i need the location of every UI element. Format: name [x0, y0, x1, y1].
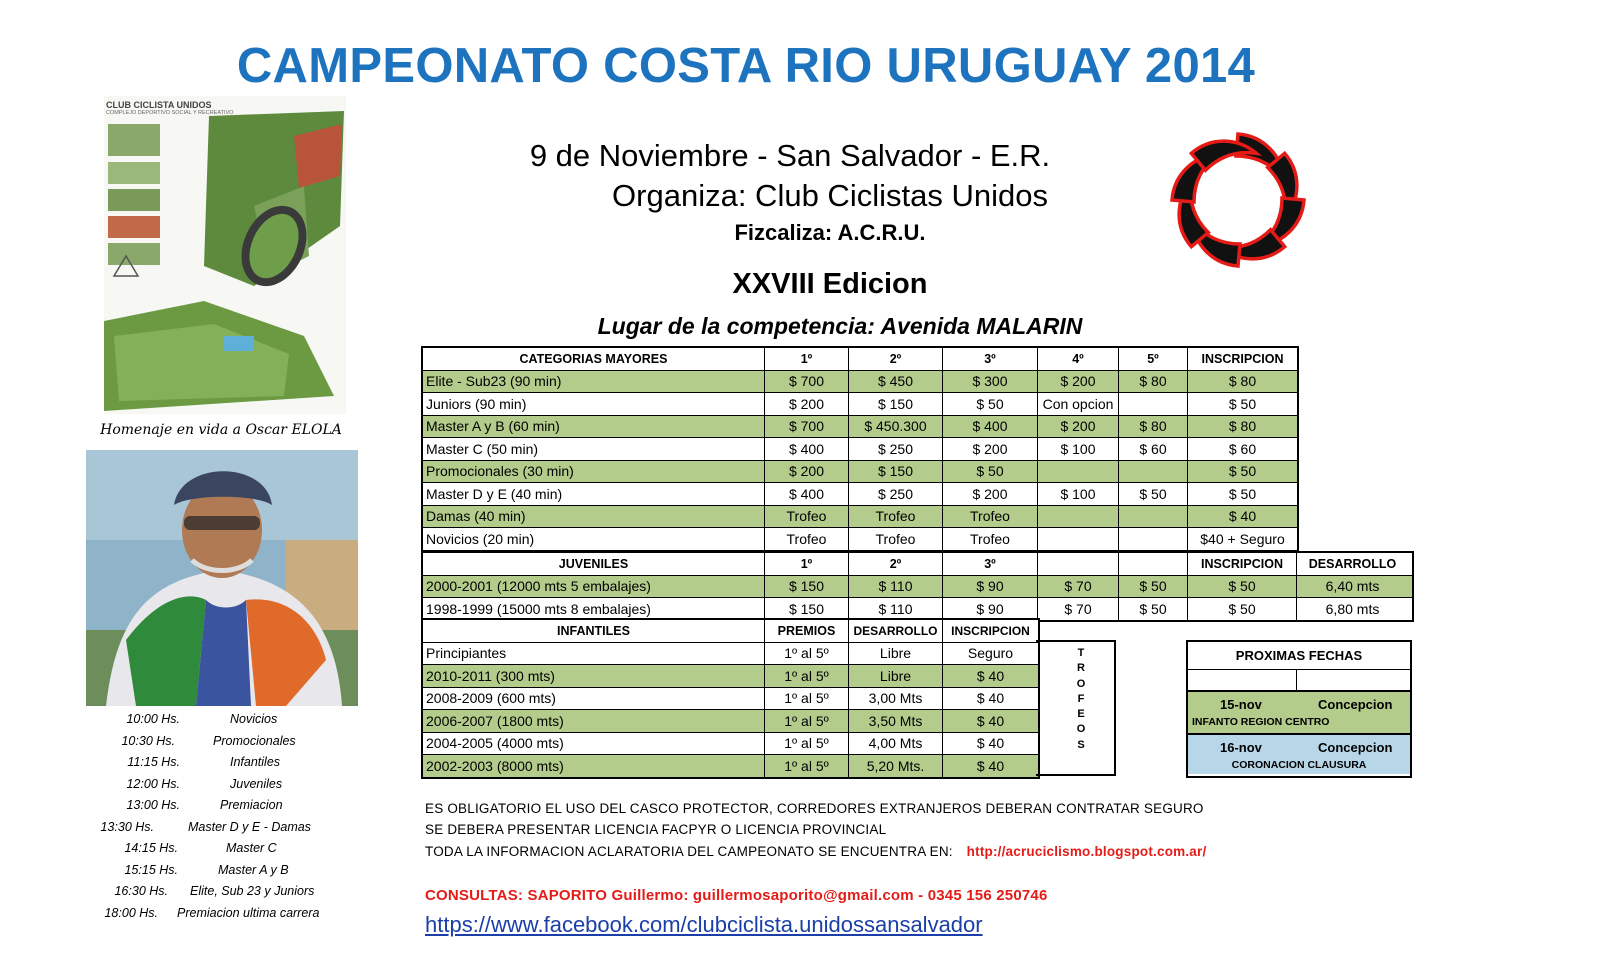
table-header-cell: 1º [765, 348, 849, 370]
table-cell: 5,20 Mts. [849, 755, 943, 777]
site-plan-drawing [104, 96, 346, 414]
table-cell: $ 50 [1119, 576, 1188, 598]
trofeos-label: TROFEOS [1076, 647, 1086, 751]
table-cell: $ 90 [943, 598, 1038, 620]
table-cell: $ 450.300 [849, 416, 943, 438]
table-cell: Libre [849, 643, 943, 665]
mayores-table [421, 346, 1299, 552]
club-logo-icon [1140, 122, 1340, 278]
schedule-row [100, 863, 370, 885]
row-label-cell: Master A y B (60 min) [423, 416, 765, 438]
table-row [423, 733, 1038, 756]
row-label-cell: Principiantes [423, 643, 765, 665]
table-cell: Con opcion [1038, 393, 1119, 415]
table-row [423, 755, 1038, 777]
schedule-event: Elite, Sub 23 y Juniors [190, 884, 315, 898]
row-label-cell: Master D y E (40 min) [423, 483, 765, 505]
proximas-title: PROXIMAS FECHAS [1188, 642, 1410, 670]
table-header-row [423, 620, 1038, 643]
schedule-row [100, 712, 370, 734]
schedule-event: Master C [226, 841, 277, 855]
schedule-row [100, 777, 370, 799]
proximas-fechas-box [1186, 640, 1412, 778]
event-date-place: 9 de Noviembre - San Salvador - E.R. [529, 138, 1051, 173]
note-info [425, 844, 1206, 859]
table-cell: $ 200 [943, 438, 1038, 460]
row-label-cell: 2000-2001 (12000 mts 5 embalajes) [423, 576, 765, 598]
table-header-cell: 5º [1119, 348, 1188, 370]
table-cell: $ 40 [976, 667, 1005, 684]
table-row [423, 643, 1038, 666]
table-cell: $ 70 [1038, 598, 1119, 620]
table-cell: $ 80 [1228, 418, 1257, 435]
table-cell: $ 50 [1228, 395, 1257, 412]
table-cell: $ 110 [849, 598, 943, 620]
schedule-row [100, 755, 370, 777]
note-helmet: ES OBLIGATORIO EL USO DEL CASCO PROTECTOR, CORREDORES EXTRANJEROS DEBERAN CONTRATAR SEGURO [425, 801, 1204, 816]
schedule-time: 11:15 Hs. [127, 755, 180, 769]
table-cell: $ 250 [849, 438, 943, 460]
row-label-cell: Elite - Sub23 (90 min) [423, 371, 765, 393]
table-cell [1038, 461, 1119, 483]
row-label-cell: Master C (50 min) [423, 438, 765, 460]
schedule-time: 15:15 Hs. [124, 862, 178, 877]
table-cell [1119, 528, 1188, 550]
table-cell: Trofeo [765, 506, 849, 528]
schedule-row [100, 734, 370, 756]
row-label-cell: Novicios (20 min) [423, 528, 765, 550]
note-license: SE DEBERA PRESENTAR LICENCIA FACPYR O LICENCIA PROVINCIAL [425, 822, 887, 837]
table-cell: $ 150 [765, 598, 849, 620]
schedule-row [100, 798, 370, 820]
table-cell: $ 300 [943, 371, 1038, 393]
table-cell: 3,00 Mts [849, 688, 943, 710]
table-cell: $ 400 [943, 416, 1038, 438]
schedule-row [100, 841, 370, 863]
table-cell: $ 700 [765, 416, 849, 438]
table-row [423, 483, 1297, 506]
table-cell: $ 40 [976, 690, 1005, 707]
table-cell: $ 50 [1228, 463, 1257, 480]
table-cell: $ 50 [1119, 483, 1188, 505]
proximas-note: CORONACION CLAUSURA [1231, 759, 1367, 771]
schedule-time: 10:00 Hs. [126, 712, 180, 726]
cyclist-illustration [86, 450, 358, 706]
table-cell: 1º al 5º [765, 688, 849, 710]
table-cell: $ 60 [1228, 440, 1257, 457]
row-label-cell: Damas (40 min) [423, 506, 765, 528]
proximas-empty-row [1188, 670, 1410, 692]
infantiles-table [421, 618, 1040, 779]
table-cell: 4,00 Mts [849, 733, 943, 755]
schedule-event: Juveniles [230, 776, 283, 791]
table-row [423, 710, 1038, 733]
table-cell: Trofeo [943, 506, 1038, 528]
row-label-cell: 2002-2003 (8000 mts) [423, 755, 765, 777]
proximas-note: INFANTO REGION CENTRO [1192, 716, 1330, 728]
table-cell: $ 80 [1119, 371, 1188, 393]
schedule-time: 14:15 Hs. [124, 841, 178, 855]
table-cell: $ 150 [849, 461, 943, 483]
table-header-cell: 2º [849, 553, 943, 575]
table-header-cell: 2º [849, 348, 943, 370]
proximas-place: Concepcion [1318, 740, 1393, 755]
contact-line: CONSULTAS: SAPORITO Guillermo: guillermosaporito@gmail.com - 0345 156 250746 [425, 887, 1048, 904]
table-row [423, 688, 1038, 711]
table-cell: $ 400 [765, 438, 849, 460]
schedule-row [100, 906, 370, 928]
table-cell: $ 40 [976, 712, 1005, 729]
table-cell [1119, 506, 1188, 528]
blog-link[interactable]: http://acruciclismo.blogspot.com.ar/ [966, 844, 1207, 859]
table-cell: $ 150 [765, 576, 849, 598]
table-cell: $ 200 [1038, 371, 1119, 393]
schedule-event: Promocionales [213, 733, 296, 748]
proximas-date: 15-nov [1220, 697, 1262, 712]
club-plan-image [104, 96, 346, 414]
table-cell: $ 40 [976, 735, 1005, 752]
schedule-event: Master D y E - Damas [188, 819, 311, 834]
table-header-cell: PREMIOS [765, 620, 849, 642]
table-cell [1038, 506, 1119, 528]
table-cell: $ 200 [1038, 416, 1119, 438]
table-cell: $ 100 [1038, 438, 1119, 460]
table-cell: Trofeo [849, 528, 943, 550]
table-cell: 1º al 5º [765, 733, 849, 755]
table-header-row [423, 553, 1412, 576]
table-cell: $ 250 [849, 483, 943, 505]
schedule-time: 12:00 Hs. [126, 776, 180, 791]
table-header-cell: INSCRIPCION [1201, 351, 1284, 366]
table-cell: $ 40 [976, 757, 1005, 774]
schedule-time: 18:00 Hs. [104, 905, 158, 920]
table-header-cell: CATEGORIAS MAYORES [423, 348, 765, 370]
table-cell: $ 200 [765, 393, 849, 415]
note-info-text: TODA LA INFORMACION ACLARATORIA DEL CAMPEONATO SE ENCUENTRA EN: [425, 844, 953, 859]
table-header-cell: DESARROLLO [1308, 556, 1397, 571]
table-row [423, 598, 1412, 620]
table-cell [1119, 393, 1188, 415]
table-cell: 1º al 5º [765, 755, 849, 777]
table-cell: Libre [849, 665, 943, 687]
table-row [423, 393, 1297, 416]
schedule-event: Novicios [230, 712, 278, 726]
table-cell: Trofeo [765, 528, 849, 550]
table-cell [1038, 528, 1119, 550]
table-cell: $ 450 [849, 371, 943, 393]
row-label-cell: 2010-2011 (300 mts) [423, 665, 765, 687]
proximas-date-block [1188, 735, 1410, 774]
table-cell: Trofeo [943, 528, 1038, 550]
table-header-cell: 1º [765, 553, 849, 575]
table-cell: $ 50 [1188, 576, 1297, 598]
row-label-cell: 1998-1999 (15000 mts 8 embalajes) [423, 598, 765, 620]
table-cell: $ 50 [943, 461, 1038, 483]
event-edition: XXVIII Edicion [732, 268, 928, 300]
schedule-row [100, 884, 370, 906]
row-label-cell: Juniors (90 min) [423, 393, 765, 415]
schedule-event: Master A y B [218, 862, 289, 877]
table-cell: $ 50 [943, 393, 1038, 415]
row-label-cell: 2006-2007 (1800 mts) [423, 710, 765, 732]
row-label-cell: 2008-2009 (600 mts) [423, 688, 765, 710]
club-plan-subheading: COMPLEJO DEPORTIVO SOCIAL Y RECREATIVO [106, 110, 234, 116]
table-cell: 6,80 mts [1325, 600, 1380, 617]
table-cell [1119, 461, 1188, 483]
schedule-event: Premiacion ultima carrera [177, 905, 320, 920]
event-fiscal: Fizcaliza: A.C.R.U. [734, 220, 926, 245]
table-cell: $ 50 [1228, 485, 1257, 502]
table-row [423, 416, 1297, 439]
table-cell: $ 90 [943, 576, 1038, 598]
table-cell: $ 80 [1228, 373, 1257, 390]
table-cell: $ 700 [765, 371, 849, 393]
cyclist-photo [86, 450, 358, 706]
table-row [423, 665, 1038, 688]
row-label-cell: 2004-2005 (4000 mts) [423, 733, 765, 755]
table-header-cell: INSCRIPCION [1188, 553, 1297, 575]
facebook-link[interactable]: https://www.facebook.com/clubciclista.unidossansalvador [425, 912, 983, 937]
table-cell: $ 50 [1188, 598, 1297, 620]
proximas-place: Concepcion [1318, 697, 1393, 712]
schedule-event: Premiacion [220, 798, 283, 812]
schedule-time: 13:00 Hs. [126, 798, 180, 812]
table-cell: $ 400 [765, 483, 849, 505]
table-cell: 1º al 5º [765, 643, 849, 665]
table-cell: $ 70 [1038, 576, 1119, 598]
page-title: CAMPEONATO COSTA RIO URUGUAY 2014 [236, 39, 1256, 93]
table-cell: $ 100 [1038, 483, 1119, 505]
trofeos-box [1036, 640, 1116, 776]
schedule-time: 16:30 Hs. [114, 884, 168, 898]
schedule-list [100, 712, 370, 927]
event-venue: Lugar de la competencia: Avenida MALARIN [597, 313, 1083, 339]
table-header-cell: INSCRIPCION [951, 623, 1030, 638]
club-plan-heading: CLUB CICLISTA UNIDOS [106, 100, 212, 110]
table-cell: Trofeo [849, 506, 943, 528]
table-cell: $ 200 [943, 483, 1038, 505]
homage-caption: Homenaje en vida a Oscar ELOLA [100, 422, 342, 438]
table-cell: 6,40 mts [1325, 578, 1380, 595]
table-cell: 1º al 5º [765, 665, 849, 687]
table-header-cell: 3º [943, 553, 1038, 575]
table-header-cell: DESARROLLO [849, 620, 943, 642]
table-cell: $ 110 [849, 576, 943, 598]
table-row [423, 438, 1297, 461]
table-cell: $ 80 [1119, 416, 1188, 438]
table-header-cell: 3º [943, 348, 1038, 370]
table-row [423, 528, 1297, 550]
table-header-cell [1119, 553, 1188, 575]
table-cell: $ 200 [765, 461, 849, 483]
table-cell: $ 40 [1228, 508, 1257, 525]
schedule-time: 13:30 Hs. [100, 819, 154, 834]
row-label-cell: Promocionales (30 min) [423, 461, 765, 483]
table-cell: $ 50 [1119, 598, 1188, 620]
event-organizer: Organiza: Club Ciclistas Unidos [612, 178, 1048, 213]
schedule-time: 10:30 Hs. [121, 733, 175, 748]
table-cell: Seguro [967, 645, 1014, 662]
table-header-cell: 4º [1038, 348, 1119, 370]
table-cell: $ 60 [1119, 438, 1188, 460]
table-row [423, 371, 1297, 394]
table-cell: 1º al 5º [765, 710, 849, 732]
table-row [423, 576, 1412, 599]
schedule-event: Infantiles [230, 755, 281, 769]
juveniles-table [421, 551, 1414, 622]
table-row [423, 506, 1297, 529]
table-header-cell [1038, 553, 1119, 575]
table-header-row [423, 348, 1297, 371]
table-header-cell: JUVENILES [423, 553, 765, 575]
table-header-cell: INFANTILES [423, 620, 765, 642]
table-cell: 3,50 Mts [849, 710, 943, 732]
table-cell: $40 + Seguro [1200, 530, 1285, 547]
proximas-date: 16-nov [1220, 740, 1262, 755]
table-row [423, 461, 1297, 484]
proximas-date-block [1188, 692, 1410, 735]
schedule-row [100, 820, 370, 842]
table-cell: $ 150 [849, 393, 943, 415]
